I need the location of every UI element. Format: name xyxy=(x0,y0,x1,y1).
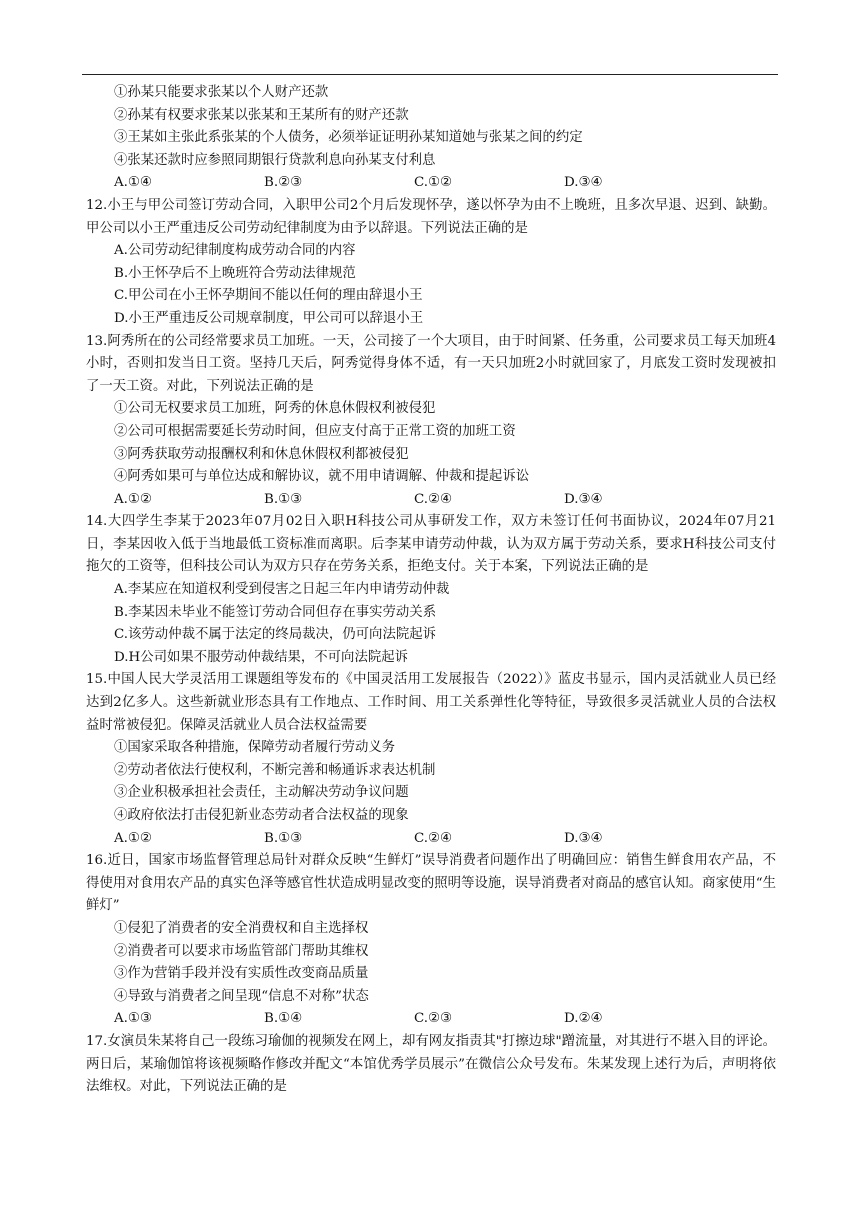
statement-1: ①公司无权要求员工加班，阿秀的休息休假权利被侵犯 xyxy=(114,401,436,417)
choice-a: A.①② xyxy=(114,830,152,846)
option-b: B.李某因未毕业不能签订劳动合同但存在事实劳动关系 xyxy=(114,604,437,620)
option-b: B.小王怀孕后不上晚班符合劳动法律规范 xyxy=(114,265,356,281)
question-14 xyxy=(86,511,776,669)
choice-a: A.①④ xyxy=(114,175,152,191)
option-a: A.李某应在知道权利受到侵害之日起三年内申请劳动仲裁 xyxy=(114,582,450,598)
question-16 xyxy=(86,850,776,1031)
answer-choices xyxy=(86,1008,776,1031)
statement-2: ②消费者可以要求市场监管部门帮助其维权 xyxy=(114,943,369,959)
statement-2: ②公司可根据需要延长劳动时间，但应支付高于正常工资的加班工资 xyxy=(114,423,516,439)
choice-d: D.③④ xyxy=(564,491,603,507)
header-rule xyxy=(82,74,778,75)
option-d: D.小王严重违反公司规章制度，甲公司可以辞退小王 xyxy=(114,310,424,326)
question-13 xyxy=(86,331,776,512)
option-a: A.公司劳动纪律制度构成劳动合同的内容 xyxy=(114,243,356,259)
statement-1: ①国家采取各种措施，保障劳动者履行劳动义务 xyxy=(114,740,396,756)
option-c: C.该劳动仲裁不属于法定的终局裁决，仍可向法院起诉 xyxy=(114,627,437,643)
question-15 xyxy=(86,669,776,850)
choice-c: C.①② xyxy=(414,175,453,191)
question-stem: 16.近日，国家市场监督管理总局针对群众反映“生鲜灯”误导消费者问题作出了明确回应：销售生鲜食用农产品，不得使用对食用农产品的真实色泽等感官性状造成明显改变的照明等设施，误导消费者对商品的感官认知。商家使用“生鲜灯” xyxy=(86,853,776,914)
exam-page xyxy=(86,82,776,1099)
choice-d: D.③④ xyxy=(564,175,603,191)
choice-b: B.①④ xyxy=(264,1011,303,1027)
answer-choices xyxy=(86,489,776,512)
question-stem: 13.阿秀所在的公司经常要求员工加班。一天，公司接了一个大项目，由于时间紧、任务重，公司要求员工每天加班4小时，否则扣发当日工资。坚持几天后，阿秀觉得身体不适，有一天只加班2小时就回家了，月底发工资时发现被扣了一天工资。对此，下列说法正确的是 xyxy=(86,333,776,394)
choice-c: C.②③ xyxy=(414,1011,453,1027)
question-stem: 17.女演员朱某将自己一段练习瑜伽的视频发在网上，却有网友指责其"打擦边球"蹭流量，对其进行不堪入目的评论。两日后，某瑜伽馆将该视频略作修改并配文“本馆优秀学员展示”在微信公众号发布。朱某发现上述行为后，声明将依法维权。对此，下列说法正确的是 xyxy=(86,1033,776,1095)
statement-2: ②孙某有权要求张某以张某和王某所有的财产还款 xyxy=(114,107,409,123)
choice-a: A.①③ xyxy=(114,1011,152,1027)
question-stem: 14.大四学生李某于2023年07月02日入职H科技公司从事研发工作，双方未签订任何书面协议，2024年07月21日，李某因收入低于当地最低工资标准而离职。后李某申请劳动仲裁，认为双方属于劳动关系，要求H科技公司支付拖欠的工资等，但科技公司认为双方只存在劳务关系，拒绝支付。关于本案，下列说法正确的是 xyxy=(86,514,776,575)
statement-2: ②劳动者依法行使权利，不断完善和畅通诉求表达机制 xyxy=(114,762,436,778)
choice-b: B.①③ xyxy=(264,830,303,846)
question-stem: 12.小王与甲公司签订劳动合同，入职甲公司2个月后发现怀孕，遂以怀孕为由不上晚班，且多次早退、迟到、缺勤。甲公司以小王严重违反公司劳动纪律制度为由予以辞退。下列说法正确的是 xyxy=(86,197,776,236)
choice-b: B.②③ xyxy=(264,175,303,191)
option-d: D.H公司如果不服劳动仲裁结果，不可向法院起诉 xyxy=(114,649,409,665)
question-17 xyxy=(86,1031,776,1099)
statement-3: ③作为营销手段并没有实质性改变商品质量 xyxy=(114,966,369,982)
answer-choices xyxy=(86,828,776,851)
option-c: C.甲公司在小王怀孕期间不能以任何的理由辞退小王 xyxy=(114,288,423,304)
question-11-continuation xyxy=(86,82,776,195)
choice-d: D.③④ xyxy=(564,830,603,846)
choice-c: C.②④ xyxy=(414,491,453,507)
statement-1: ①侵犯了消费者的安全消费权和自主选择权 xyxy=(114,920,369,936)
statement-3: ③王某如主张此系张某的个人债务，必须举证证明孙某知道她与张某之间的约定 xyxy=(114,130,583,146)
statement-4: ④政府依法打击侵犯新业态劳动者合法权益的现象 xyxy=(114,808,409,823)
choice-a: A.①② xyxy=(114,491,152,507)
answer-choices xyxy=(86,172,776,195)
statement-4: ④阿秀如果可与单位达成和解协议，就不用申请调解、仲裁和提起诉讼 xyxy=(114,469,530,485)
choice-b: B.①③ xyxy=(264,491,303,507)
question-stem: 15.中国人民大学灵活用工课题组等发布的《中国灵活用工发展报告（2022）》蓝皮书显示，国内灵活就业人员已经达到2亿多人。这些新就业形态具有工作地点、工作时间、用工关系弹性化等特征，导致很多灵活就业人员的合法权益时常被侵犯。保障灵活就业人员合法权益需要 xyxy=(86,672,776,733)
choice-d: D.②④ xyxy=(564,1011,603,1027)
statement-1: ①孙某只能要求张某以个人财产还款 xyxy=(114,85,329,100)
statement-3: ③阿秀获取劳动报酬权利和休息休假权利都被侵犯 xyxy=(114,446,409,462)
choice-c: C.②④ xyxy=(414,830,453,846)
statement-3: ③企业积极承担社会责任，主动解决劳动争议问题 xyxy=(114,785,409,801)
question-12 xyxy=(86,195,776,331)
statement-4: ④导致与消费者之间呈现“信息不对称”状态 xyxy=(114,988,369,1004)
statement-4: ④张某还款时应参照同期银行贷款利息向孙某支付利息 xyxy=(114,152,436,168)
